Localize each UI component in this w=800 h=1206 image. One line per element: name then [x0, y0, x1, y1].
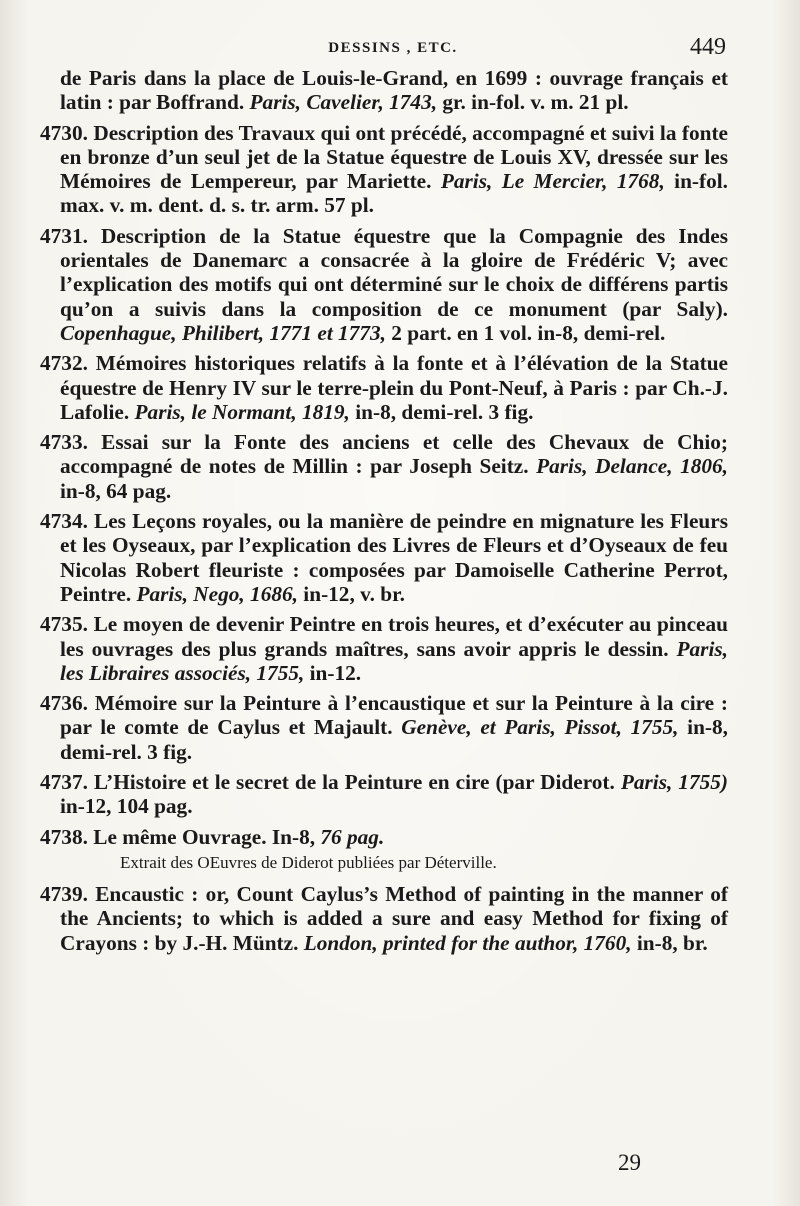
- catalog-entry: [40, 825, 728, 849]
- entry-note: Extrait des OEuvres de Diderot publiées par Déterville.: [120, 852, 497, 872]
- entry-number: 4739.: [40, 881, 88, 906]
- entry-imprint: Genève, et Paris, Pissot, 1755,: [401, 715, 679, 740]
- running-head: DESSINS , ETC.: [328, 40, 458, 56]
- entry-imprint: Paris, Delance, 1806,: [536, 454, 729, 479]
- entry-imprint: Paris, Cavelier, 1743,: [249, 90, 438, 115]
- entry-text: L’Histoire et le secret de la Peinture en cire (par Diderot.: [87, 770, 621, 795]
- entry-imprint: Paris, le Normant, 1819,: [134, 399, 350, 424]
- entry-text: Encaustic : or, Count Caylus’s Method of painting in the manner of the Ancients; to which is added a sure and easy Method for fixing of Crayons : by J.-H. Müntz.: [60, 881, 728, 955]
- entry-collation: in-8, br.: [631, 930, 708, 955]
- entry-text: Le même Ouvrage. In-8,: [87, 824, 321, 849]
- entry-number: 4732.: [40, 351, 88, 376]
- catalog-entry: [40, 121, 728, 218]
- entry-collation: in-8, demi-rel. 3 fig.: [349, 399, 534, 424]
- catalog-entry: [40, 430, 728, 503]
- catalog-entry: [40, 770, 728, 819]
- entry-collation: in-12.: [304, 660, 362, 685]
- entry-text: Les Leçons royales, ou la manière de peindre en mignature les Fleurs et les Oyseaux, par l’explication des Livres de Fleurs et d’Oyseaux de feu Nicolas Robert fleuriste : composées par Damoiselle Catherine Perrot, Peintre.: [60, 509, 728, 606]
- catalog-entry: [40, 691, 728, 764]
- entry-imprint: London, printed for the author, 1760,: [303, 930, 632, 955]
- entry-imprint: Paris, 1755): [620, 770, 728, 795]
- entry-number: 4736.: [40, 691, 88, 716]
- entry-collation: in-12, v. br.: [297, 581, 405, 606]
- page-number: 449: [690, 34, 726, 60]
- entry-number: 4737.: [40, 770, 88, 795]
- entry-number: 4731.: [40, 223, 88, 248]
- entry-text: Mémoires historiques relatifs à la fonte et à l’élévation de la Statue équestre de Henry IV sur le terre-plein du Pont-Neuf, à Paris : par Ch.-J. Lafolie.: [60, 351, 728, 424]
- entry-text: Essai sur la Fonte des anciens et celle des Chevaux de Chio; accompagné de notes de Millin : par Joseph Seitz.: [60, 430, 728, 479]
- catalog-entry: [40, 882, 728, 955]
- catalog-entry: [40, 351, 728, 424]
- catalog-entries: [40, 66, 728, 961]
- entry-imprint: Paris, les Libraires associés, 1755,: [60, 636, 728, 685]
- entry-imprint: Copenhague, Philibert, 1771 et 1773,: [60, 320, 386, 345]
- entry-collation: 2 part. en 1 vol. in-8, demi-rel.: [385, 320, 666, 345]
- entry-imprint: Paris, Le Mercier, 1768,: [440, 169, 665, 194]
- entry-collation: in-12, 104 pag.: [60, 794, 193, 819]
- entry-collation: in-fol. max. v. m. dent. d. s. tr. arm. 57 pl.: [60, 169, 728, 218]
- entry-number: 4738.: [40, 824, 88, 849]
- entry-number: 4734.: [40, 509, 88, 534]
- entry-text: de Paris dans la place de Louis-le-Grand, en 1699 : ouvrage français et latin : par Boffrand.: [60, 66, 728, 115]
- entry-text: Mémoire sur la Peinture à l’encaustique et sur la Peinture à la cire : par le comte de Caylus et Majault.: [60, 691, 728, 740]
- entry-collation: in-8, demi-rel. 3 fig.: [60, 715, 729, 764]
- entry-imprint: 76 pag.: [320, 824, 385, 849]
- entry-text: Description de la Statue équestre que la Compagnie des Indes orientales de Danemarc a consacrée à la gloire de Frédéric V; avec l’explication des motifs qui ont déterminé sur le choix de différens partis qu’on a suivis dans la composition de ce monument (par Saly).: [60, 223, 728, 321]
- catalog-entry: [40, 66, 728, 115]
- catalog-entry: [40, 509, 728, 606]
- catalog-entry: [40, 224, 728, 345]
- entry-number: 4730.: [40, 120, 88, 145]
- entry-collation: gr. in-fol. v. m. 21 pl.: [437, 90, 629, 115]
- catalog-entry: [40, 612, 728, 685]
- page-header: [60, 34, 726, 68]
- entry-number: 4735.: [40, 612, 88, 637]
- entry-text: Le moyen de devenir Peintre en trois heures, et d’exécuter au pinceau les ouvrages des plus grands maîtres, sans avoir appris le dessin.: [60, 612, 728, 661]
- signature-mark: 29: [618, 1150, 641, 1175]
- entry-collation: in-8, 64 pag.: [60, 478, 172, 503]
- entry-text: Description des Travaux qui ont précédé, accompagné et suivi la fonte en bronze d’un seul jet de la Statue équestre de Louis XV, dressée sur les Mémoires de Lempereur, par Mariette.: [60, 120, 728, 194]
- entry-imprint: Paris, Nego, 1686,: [136, 581, 298, 606]
- entry-number: 4733.: [40, 430, 88, 455]
